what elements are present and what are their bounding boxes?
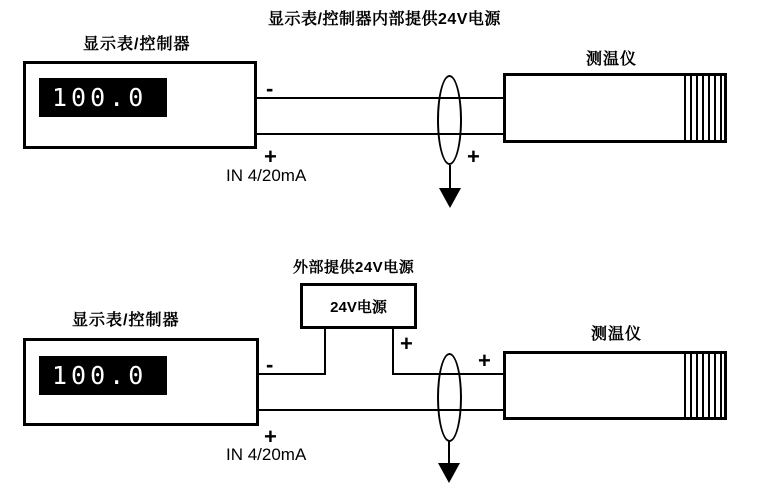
wire-plus — [257, 133, 504, 135]
cable-shield-icon — [437, 353, 462, 442]
ground-arrow-icon — [439, 188, 461, 208]
power-supply-minus-lead — [324, 327, 326, 375]
sensor-box — [503, 351, 727, 420]
display-value: 100.0 — [52, 83, 148, 112]
ground-wire — [449, 165, 451, 189]
minus-terminal-label: - — [266, 76, 274, 101]
cable-shield-icon — [437, 75, 462, 165]
diagram-title: 显示表/控制器内部提供24V电源 — [268, 11, 501, 28]
sensor-thread-hatch-icon — [680, 354, 724, 417]
power-supply-plus-lead — [392, 327, 394, 375]
display-value: 100.0 — [52, 361, 148, 390]
sensor-label: 测温仪 — [591, 326, 643, 343]
digital-display — [39, 78, 167, 117]
sensor-plus-label: + — [478, 348, 491, 373]
ground-wire — [448, 441, 450, 464]
ground-arrow-icon — [438, 463, 460, 483]
sensor-thread-hatch-icon — [680, 76, 724, 140]
sensor-label: 测温仪 — [586, 51, 638, 68]
diagram-external-power — [0, 243, 757, 485]
controller-box — [23, 338, 259, 426]
power-plus-label: + — [400, 331, 413, 356]
wire-return — [259, 409, 504, 411]
power-supply-box — [300, 283, 417, 329]
wire-minus — [257, 97, 504, 99]
controller-label: 显示表/控制器 — [83, 36, 191, 53]
controller-box — [23, 61, 257, 149]
power-supply-label: 24V电源 — [330, 298, 387, 316]
minus-terminal-label: - — [266, 352, 274, 377]
diagram-title: 外部提供24V电源 — [293, 259, 415, 276]
input-signal-label: IN 4/20mA — [226, 166, 307, 185]
input-signal-label: IN 4/20mA — [226, 445, 307, 464]
plus-terminal-label: + — [264, 144, 277, 169]
shield-plus-label: + — [467, 144, 480, 169]
digital-display — [39, 356, 167, 395]
plus-terminal-label: + — [264, 424, 277, 449]
controller-label: 显示表/控制器 — [72, 312, 180, 329]
sensor-box — [503, 73, 727, 143]
